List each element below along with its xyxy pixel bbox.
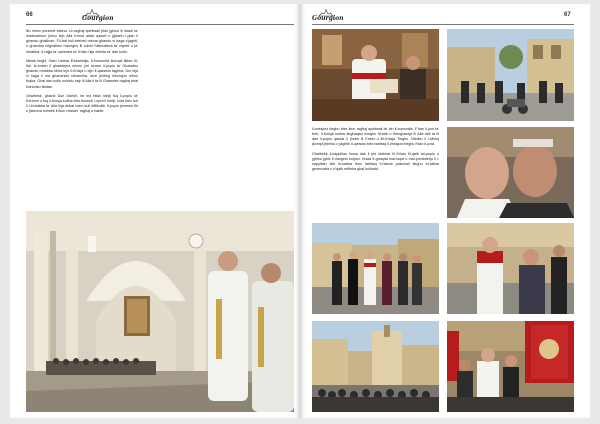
left-page bbox=[10, 4, 300, 418]
photo-street-procession bbox=[447, 29, 574, 121]
header-rule bbox=[26, 24, 294, 25]
publication-title: Gourgion bbox=[82, 15, 114, 22]
photo-bishop-greets-woman bbox=[447, 223, 574, 314]
photo-church-interior bbox=[26, 211, 294, 412]
text-column-right bbox=[312, 127, 439, 212]
photo-embrace-closeup-2 bbox=[447, 127, 574, 218]
photo-village-square-crowd bbox=[312, 321, 439, 412]
church-logo-icon bbox=[318, 9, 334, 17]
page-number: 67 bbox=[564, 12, 571, 18]
header-rule bbox=[312, 24, 574, 25]
publication-title: Gourgion bbox=[312, 15, 344, 22]
text-column-left bbox=[26, 29, 138, 204]
page-number: 66 bbox=[26, 12, 33, 18]
photo-bishop-reading bbox=[312, 29, 439, 121]
paragraph: Mbieb tieghi, f'dan l-istess Ewkaristija, il-Komunità tkompli tikber fil-fidi. Iż-żmien li ghaddejna minnu juri kemm il-poplu ta' Ghawdex ghandu mhabba kbira lejn il-Knisja u lejn il-qassisin taghha. Din hija xi haga li ma ghandniex ninsewha, anzi jehtieg inkomplu nibnu fuqha. Ghal dan kollu nroddu hajr lil Alla li ta lil Ghawdex ragħaj bhal Kanonku Nistas. bbox=[26, 58, 138, 89]
paragraph: illu mhux prezenti fostna. Ur-raghaj spiritwali jridu jghinu lil dawk ta' madwarhom jimxu lejn Alla b'mod aktar qawwi u jgharfu l-pjan li ghandu ghalihom. Fil-fatt kull wiehed minna ghandu xi haga x'jaghti, u ghandna nitghallmu nisimghu lil xulxin f'atmosfera ta' rispett u ta' mhabba. Il-hajja ta' saċerdot ta' Kristu hija xhieda ta' dan kollu. bbox=[26, 29, 138, 54]
right-page bbox=[300, 4, 590, 418]
paragraph: Ghalhekk il-kappillan huwa dak li jrid idahhal lil Kristu fil-qalb tal-poplu u jghinu jghix il-Vangelu kuljum. Huwa fl-ghaqda mal-Isqof u mal-presbiterju li l-kappillan isib is-sahha biex iwettaq il-hidma pastorali tieghu bl-akbar generosità u b'qalb miftuha ghal kulhadd. bbox=[312, 151, 439, 172]
photo-clergy-group-street bbox=[312, 223, 439, 314]
magazine-spread bbox=[10, 4, 590, 418]
paragraph: Ghalhekk, ghażiż Dun Daniel, int ma titlax idejk fuq il-poplu ta' Kerċem u fuq il-Knisja kollha biex tkompli l-opra li bdejt, izda biex turi li l-imhabba ta' Alla hija akbar minn kull diffikultà. Il-poplu jemmen fik u jistenna minnek li tkun missier, ragħaj u habib. bbox=[26, 93, 138, 114]
photo-procession-with-banner bbox=[447, 321, 574, 412]
paragraph: il-missjoni tieghu biex ikun ragħaj spiritwali ta' din il-komunità. F'dan il-jum ta' ferh, il-Knisja kollha tingħaqad mieghu fit-talb u tirringrazzja lil Alla talli ta lil dan il-poplu qassis li jhobb lil Kristu u lill-Knisja Tieghu. Nitolbu li l-Mulej jkompli jbierku u jaghtih il-qawwa biex iwettaq il-missjoni tieghu f'dan il-post. bbox=[312, 127, 439, 147]
